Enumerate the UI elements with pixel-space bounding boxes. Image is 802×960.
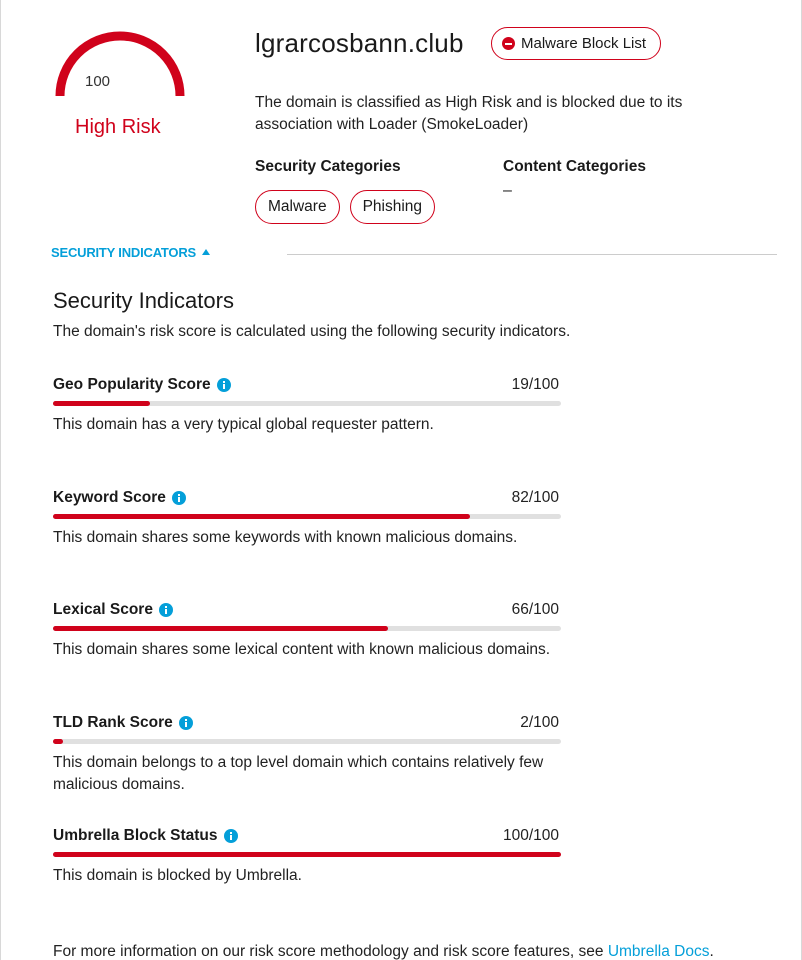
minus-circle-icon bbox=[502, 37, 515, 50]
indicator-value: 100/100 bbox=[502, 827, 559, 844]
toggle-label: SECURITY INDICATORS bbox=[51, 245, 196, 260]
gauge-arc bbox=[60, 36, 180, 96]
indicator-name: Geo Popularity Score bbox=[53, 376, 211, 393]
indicator-value: 19/100 bbox=[511, 376, 559, 393]
score-bar-track bbox=[53, 852, 561, 857]
domain-description: The domain is classified as High Risk and is blocked due to its association with Loader (SmokeLoader) bbox=[255, 94, 683, 133]
risk-score-value: 100 bbox=[85, 73, 111, 90]
score-bar-track bbox=[53, 626, 561, 631]
indicator-name: Lexical Score bbox=[53, 601, 153, 618]
indicator-description: This domain belongs to a top level domain which contains relatively few malicious domains. bbox=[53, 754, 544, 793]
indicator-umbrella-block bbox=[53, 827, 561, 887]
indicator-name-wrap bbox=[53, 714, 193, 732]
indicator-geo-popularity bbox=[53, 376, 561, 436]
score-bar-fill bbox=[53, 514, 470, 519]
indicator-name: TLD Rank Score bbox=[53, 714, 173, 731]
indicator-name-wrap bbox=[53, 376, 231, 394]
info-icon[interactable] bbox=[159, 603, 173, 617]
domain-name: lgrarcosbann.club bbox=[255, 28, 464, 58]
umbrella-docs-link[interactable]: Umbrella Docs bbox=[607, 943, 710, 960]
indicator-name: Keyword Score bbox=[53, 489, 166, 506]
indicator-name: Umbrella Block Status bbox=[53, 827, 218, 844]
security-categories-title: Security Categories bbox=[255, 158, 401, 175]
score-bar-track bbox=[53, 514, 561, 519]
security-indicators-toggle[interactable] bbox=[51, 245, 210, 260]
indicator-name-wrap bbox=[53, 489, 186, 507]
indicator-name-wrap bbox=[53, 827, 238, 845]
info-icon[interactable] bbox=[172, 491, 186, 505]
security-category-tags bbox=[255, 190, 435, 224]
indicator-tld-rank bbox=[53, 714, 561, 796]
section-heading: Security Indicators bbox=[53, 288, 234, 313]
score-bar-track bbox=[53, 739, 561, 744]
tag-malware[interactable]: Malware bbox=[255, 190, 340, 224]
indicator-lexical bbox=[53, 601, 561, 661]
indicator-keyword bbox=[53, 489, 561, 549]
footer-note bbox=[53, 943, 714, 960]
score-bar-fill bbox=[53, 739, 63, 744]
content-categories-title: Content Categories bbox=[503, 158, 646, 175]
indicator-description: This domain is blocked by Umbrella. bbox=[53, 867, 302, 884]
indicator-description: This domain shares some lexical content with known malicious domains. bbox=[53, 641, 551, 658]
info-icon[interactable] bbox=[179, 716, 193, 730]
content-categories-value: – bbox=[503, 182, 512, 199]
score-bar-fill bbox=[53, 852, 561, 857]
section-divider bbox=[287, 254, 777, 255]
indicator-name-wrap bbox=[53, 601, 173, 619]
indicator-description: This domain shares some keywords with known malicious domains. bbox=[53, 529, 518, 546]
footer-text: For more information on our risk score methodology and risk score features, see bbox=[53, 943, 608, 960]
footer-trailing: . bbox=[709, 943, 714, 960]
tag-phishing[interactable]: Phishing bbox=[350, 190, 435, 224]
score-bar-fill bbox=[53, 626, 388, 631]
badge-label: Malware Block List bbox=[521, 35, 647, 52]
risk-gauge bbox=[49, 14, 191, 104]
indicator-value: 2/100 bbox=[520, 714, 559, 731]
indicator-value: 66/100 bbox=[511, 601, 559, 618]
malware-block-list-badge[interactable] bbox=[491, 27, 661, 60]
score-bar-fill bbox=[53, 401, 150, 406]
info-icon[interactable] bbox=[217, 378, 231, 392]
info-icon[interactable] bbox=[224, 829, 238, 843]
section-subtitle: The domain's risk score is calculated using the following security indicators. bbox=[53, 323, 571, 340]
risk-level-label: High Risk bbox=[75, 116, 161, 138]
caret-up-icon bbox=[202, 249, 210, 255]
indicator-value: 82/100 bbox=[511, 489, 559, 506]
indicator-description: This domain has a very typical global requester pattern. bbox=[53, 416, 434, 433]
score-bar-track bbox=[53, 401, 561, 406]
